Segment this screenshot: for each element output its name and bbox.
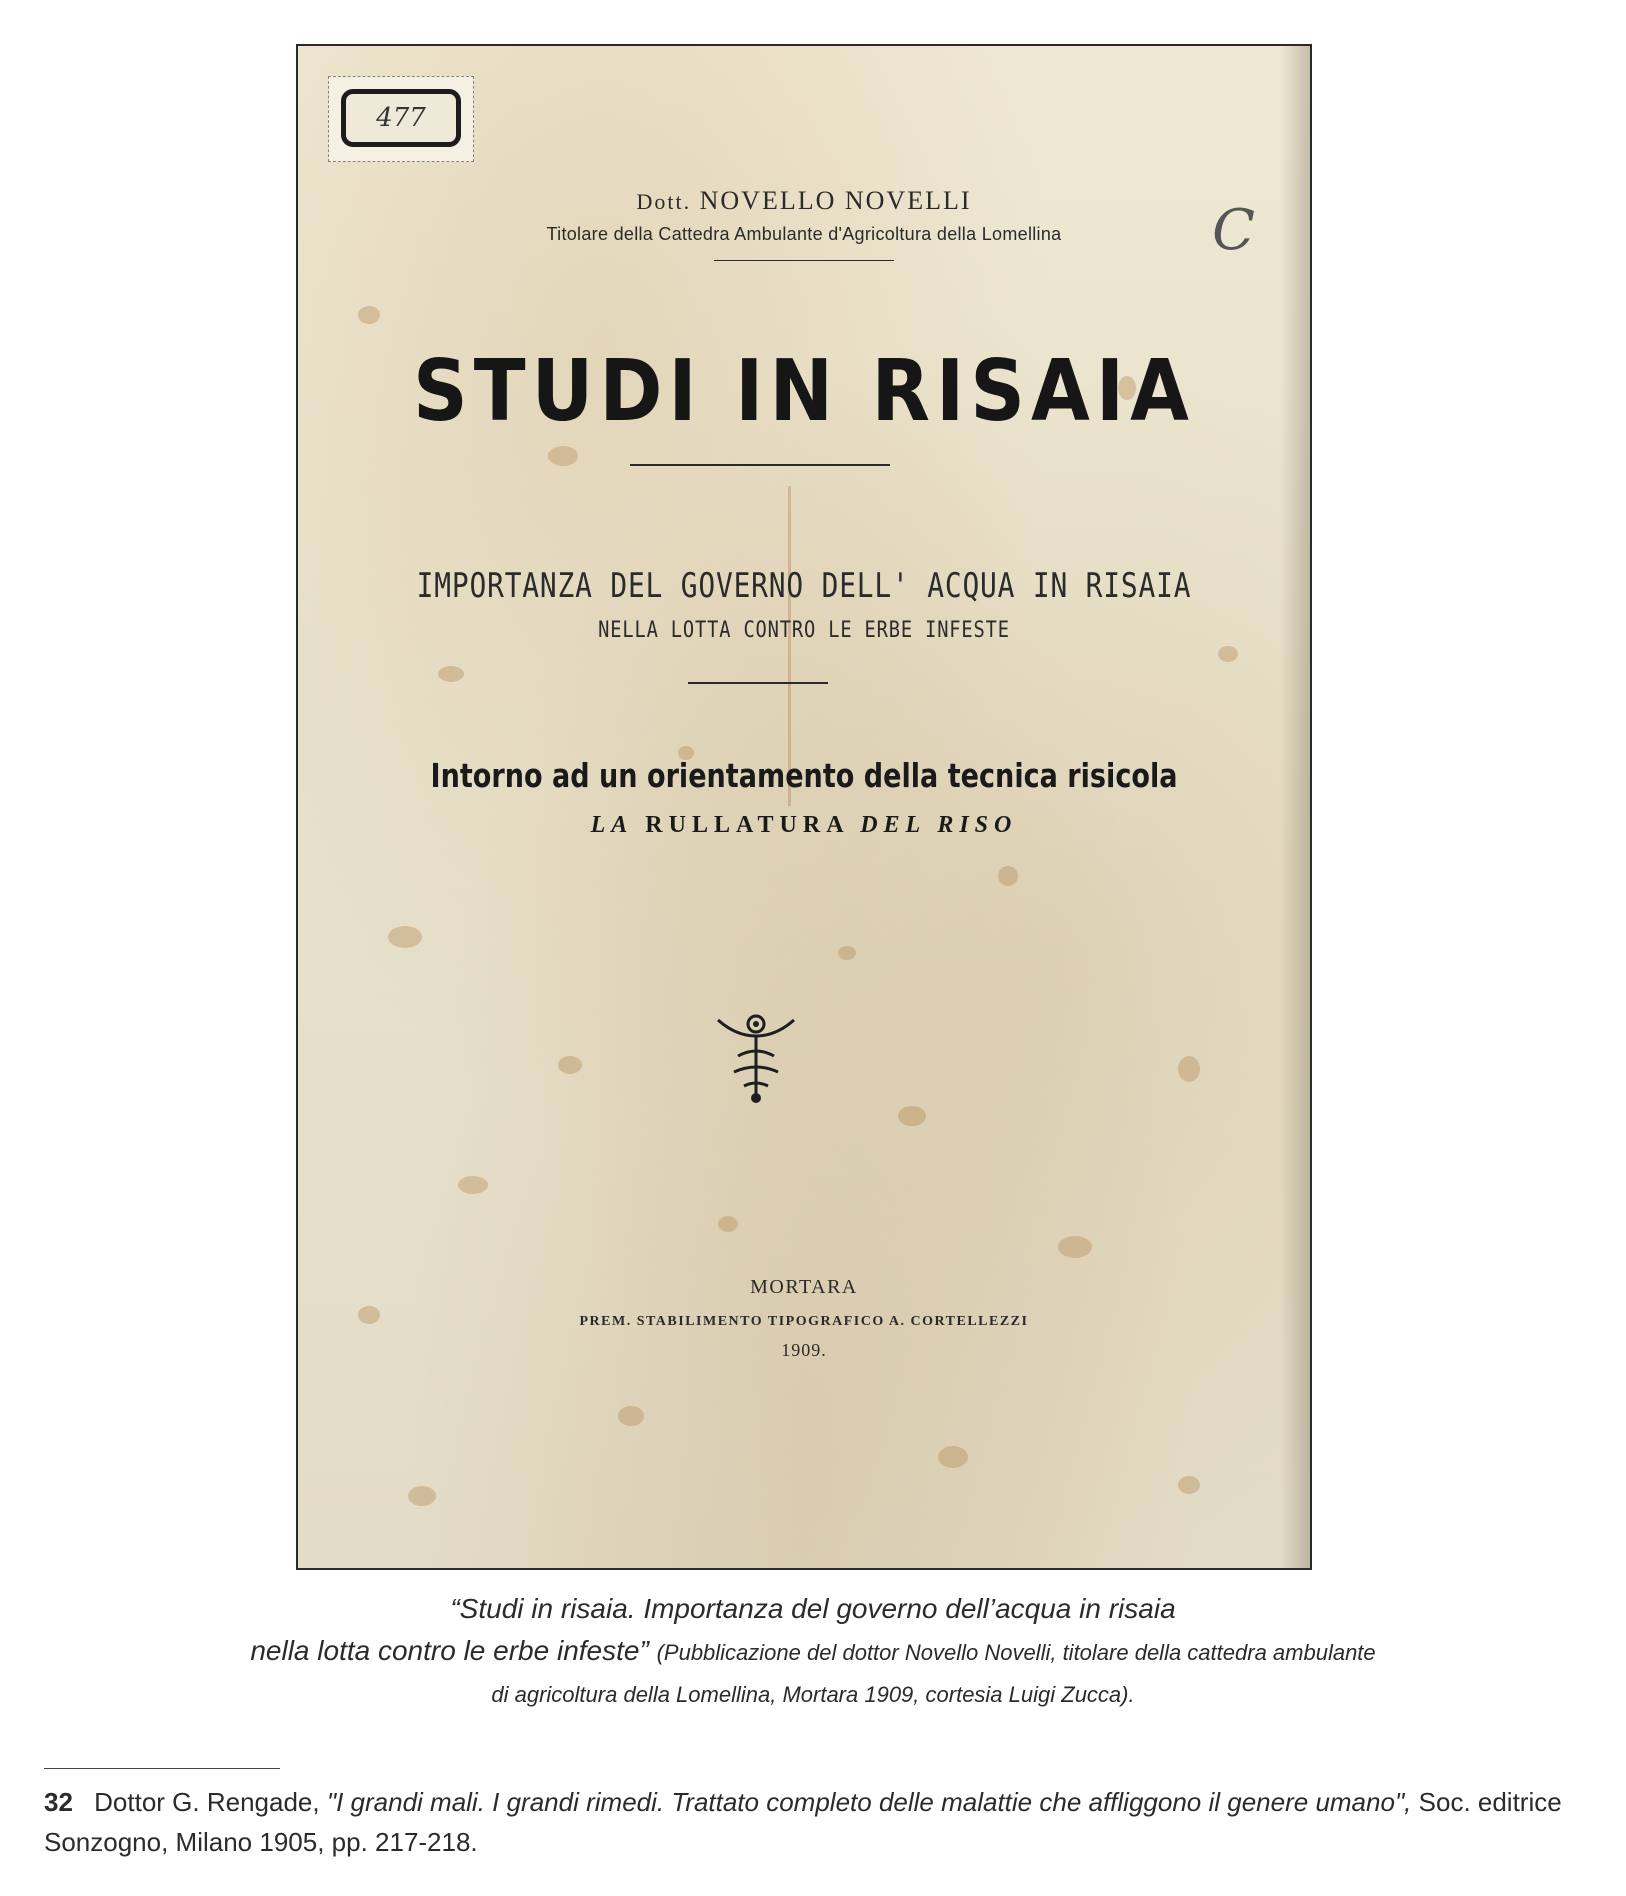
handwritten-mark: C <box>1212 198 1255 263</box>
ornament-rule-title <box>630 464 890 466</box>
subheading <box>298 812 1310 839</box>
footnote-number: 32 <box>44 1787 73 1817</box>
footnote-title: "I grandi mali. I grandi rimedi. Trattato completo delle malattie che affliggono il genere umano", <box>326 1787 1412 1817</box>
library-label <box>328 76 474 162</box>
subtitle-line-2: NELLA LOTTA CONTRO LE ERBE INFESTE <box>598 618 1010 643</box>
footnote <box>44 1782 1584 1862</box>
ornament-rule-subtitle <box>688 682 828 684</box>
footnote-separator <box>44 1768 280 1769</box>
ornament-rule-top <box>714 260 894 261</box>
footnote-author: Dottor G. Rengade, <box>94 1787 320 1817</box>
caption-line-1: “Studi in risaia. Importanza del governo dell’acqua in risaia <box>450 1593 1176 1624</box>
subheading-tail: DEL RISO <box>860 812 1018 838</box>
subtitle-line-1: IMPORTANZA DEL GOVERNO DELL' ACQUA IN RISAIA <box>416 566 1192 606</box>
subheading-main: RULLATURA <box>645 812 849 838</box>
fleuron-ornament-icon <box>708 1006 804 1106</box>
footnote-publisher: Soc. editrice Sonzogno, Milano 1905, pp. 217-218. <box>44 1787 1562 1857</box>
author-prefix: Dott. <box>636 189 692 214</box>
caption-line-2 <box>0 1630 1626 1674</box>
caption-line-2-note: (Pubblicazione del dottor Novello Novelli, titolare della cattedra ambulante <box>656 1640 1376 1665</box>
author-role: Titolare della Cattedra Ambulante d'Agricoltura della Lomellina <box>546 224 1062 244</box>
subheading-la: LA <box>590 812 634 838</box>
caption-line-3: di agricoltura della Lomellina, Mortara 1909, cortesia Luigi Zucca). <box>491 1682 1135 1707</box>
publisher-city: MORTARA <box>750 1276 858 1298</box>
figure-caption <box>0 1588 1626 1716</box>
book-title: STUDI IN RISAIA <box>413 340 1195 441</box>
author-name: NOVELLO NOVELLI <box>699 186 972 215</box>
author-line <box>298 186 1310 216</box>
publication-year: 1909. <box>781 1340 827 1360</box>
caption-line-2-italic: nella lotta contro le erbe infeste” <box>250 1635 649 1666</box>
printer-name: PREM. STABILIMENTO TIPOGRAFICO A. CORTELLEZZI <box>579 1314 1029 1329</box>
book-cover-photo <box>296 44 1312 1570</box>
label-number: 477 <box>341 89 461 147</box>
heading: Intorno ad un orientamento della tecnica risicola <box>430 756 1178 795</box>
